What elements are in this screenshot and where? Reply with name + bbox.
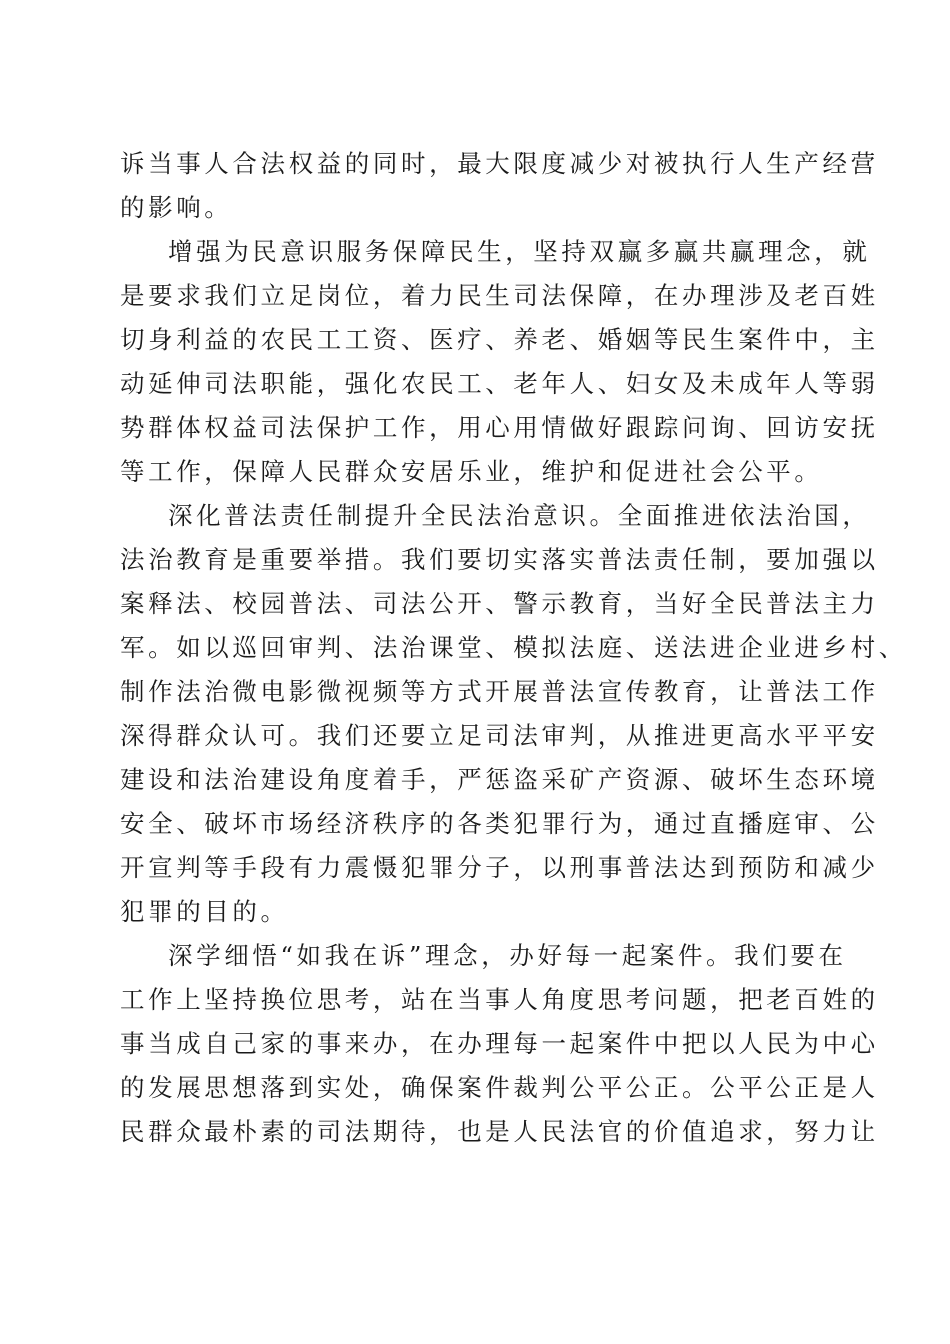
text-line: 势群体权益司法保护工作，用心用情做好跟踪问询、回访安抚 <box>120 413 879 442</box>
text-line: 等工作，保障人民群众安居乐业，维护和促进社会公平。 <box>120 457 823 486</box>
text-line: 制作法治微电影微视频等方式开展普法宣传教育，让普法工作 <box>120 677 879 706</box>
text-line: 犯罪的目的。 <box>120 897 289 926</box>
document-body <box>120 142 907 1154</box>
text-line: 民群众最朴素的司法期待，也是人民法官的价值追求，努力让 <box>120 1117 879 1146</box>
paragraph <box>120 142 879 230</box>
text-line: 军。如以巡回审判、法治课堂、模拟法庭、送法进企业进乡村、 <box>120 633 907 662</box>
text-line: 法治教育是重要举措。我们要切实落实普法责任制，要加强以 <box>120 545 879 574</box>
text-line: 深化普法责任制提升全民法治意识。全面推进依法治国， <box>168 501 871 530</box>
text-line: 案释法、校园普法、司法公开、警示教育，当好全民普法主力 <box>120 589 879 618</box>
text-line: 的发展思想落到实处，确保案件裁判公平公正。公平公正是人 <box>120 1073 879 1102</box>
paragraph <box>120 494 907 934</box>
text-line: 事当成自己家的事来办，在办理每一起案件中把以人民为中心 <box>120 1029 879 1058</box>
text-line: 深学细悟“如我在诉”理念，办好每一起案件。我们要在 <box>168 941 847 970</box>
text-line: 动延伸司法职能，强化农民工、老年人、妇女及未成年人等弱 <box>120 369 879 398</box>
text-line: 安全、破坏市场经济秩序的各类犯罪行为，通过直播庭审、公 <box>120 809 879 838</box>
text-line: 的影响。 <box>120 193 233 222</box>
text-line: 切身利益的农民工工资、医疗、养老、婚姻等民生案件中，主 <box>120 325 879 354</box>
text-line: 增强为民意识服务保障民生，坚持双赢多赢共赢理念，就 <box>168 237 871 266</box>
text-line: 开宣判等手段有力震慑犯罪分子，以刑事普法达到预防和减少 <box>120 853 879 882</box>
text-line: 诉当事人合法权益的同时，最大限度减少对被执行人生产经营 <box>120 149 879 178</box>
paragraph <box>120 934 879 1154</box>
text-line: 建设和法治建设角度着手，严惩盗采矿产资源、破坏生态环境 <box>120 765 879 794</box>
text-line: 深得群众认可。我们还要立足司法审判，从推进更高水平平安 <box>120 721 879 750</box>
text-line: 工作上坚持换位思考，站在当事人角度思考问题，把老百姓的 <box>120 985 879 1014</box>
paragraph <box>120 230 879 494</box>
text-line: 是要求我们立足岗位，着力民生司法保障，在办理涉及老百姓 <box>120 281 879 310</box>
